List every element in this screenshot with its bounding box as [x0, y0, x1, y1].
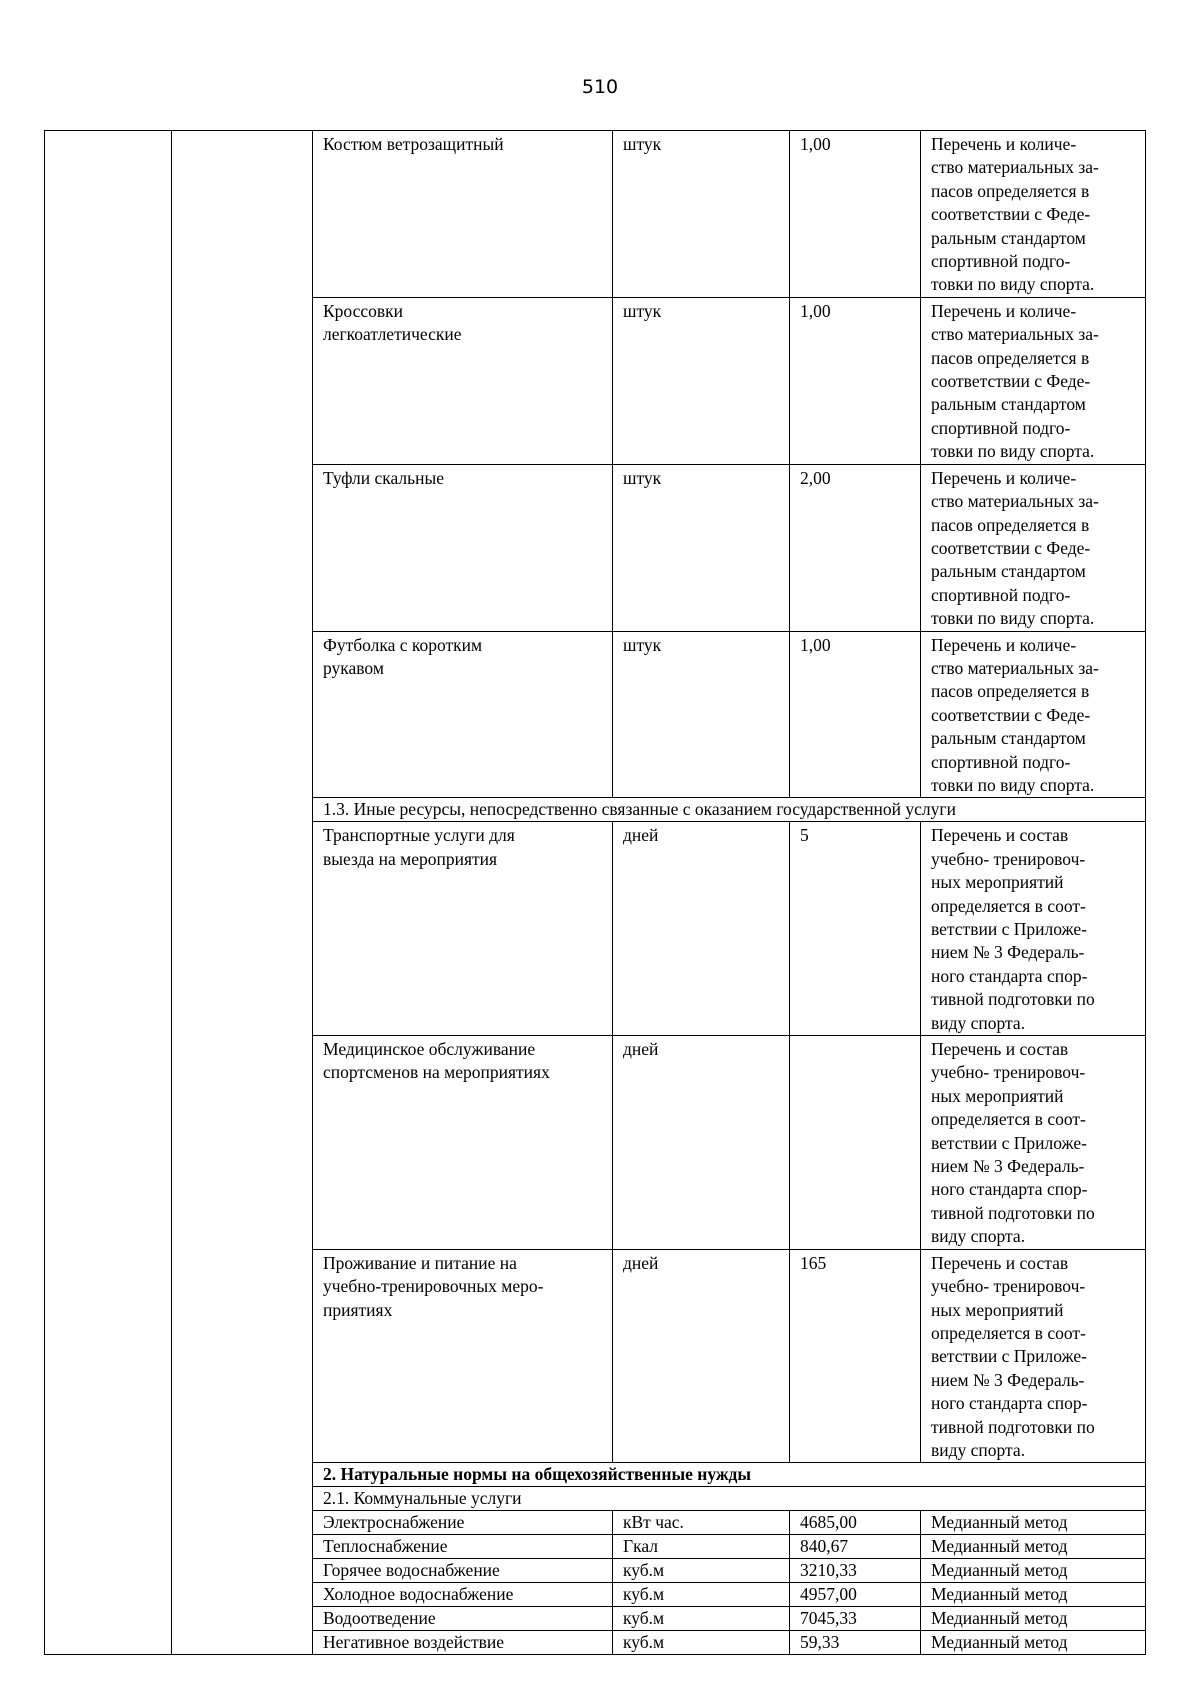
item-unit: штук	[613, 131, 790, 298]
item-name: Костюм ветрозащитный	[313, 131, 613, 298]
page-number: 510	[581, 76, 619, 98]
item-unit: дней	[613, 822, 790, 1036]
item-value: 5	[790, 822, 921, 1036]
item-name: Туфли скальные	[313, 464, 613, 631]
item-unit: дней	[613, 1249, 790, 1463]
table-row	[45, 131, 1146, 298]
item-note: Перечень и количе- ство материальных за- пасов определяется в соответствии с Феде- ральным стандартом спортивной подго- товки по виду спорта.	[921, 297, 1146, 464]
item-note: Перечень и состав учебно- тренировоч- ных мероприятий определяется в соот- ветствии с Приложе- нием № 3 Федераль- ного стандарта спор- тивной подготовки по виду спорта.	[921, 1249, 1146, 1463]
utility-value: 59,33	[790, 1631, 921, 1655]
item-note: Перечень и количе- ство материальных за- пасов определяется в соответствии с Феде- ральным стандартом спортивной подго- товки по виду спорта.	[921, 631, 1146, 798]
utility-name: Теплоснабжение	[313, 1535, 613, 1559]
utility-unit: кВт час.	[613, 1511, 790, 1535]
utility-name: Негативное воздействие	[313, 1631, 613, 1655]
item-note: Перечень и состав учебно- тренировоч- ных мероприятий определяется в соот- ветствии с Приложе- нием № 3 Федераль- ного стандарта спор- тивной подготовки по виду спорта.	[921, 822, 1146, 1036]
norms-table	[44, 130, 1146, 1655]
utility-value: 840,67	[790, 1535, 921, 1559]
item-unit: штук	[613, 297, 790, 464]
item-unit: штук	[613, 464, 790, 631]
utility-method: Медианный метод	[921, 1535, 1146, 1559]
subsection-heading: 2.1. Коммунальные услуги	[313, 1487, 1146, 1511]
item-note: Перечень и количе- ство материальных за- пасов определяется в соответствии с Феде- ральным стандартом спортивной подго- товки по виду спорта.	[921, 464, 1146, 631]
item-unit: штук	[613, 631, 790, 798]
utility-name: Электроснабжение	[313, 1511, 613, 1535]
item-value: 165	[790, 1249, 921, 1463]
utility-method: Медианный метод	[921, 1583, 1146, 1607]
item-value: 1,00	[790, 131, 921, 298]
utility-value: 3210,33	[790, 1559, 921, 1583]
utility-method: Медианный метод	[921, 1631, 1146, 1655]
item-value	[790, 1036, 921, 1250]
utility-method: Медианный метод	[921, 1559, 1146, 1583]
utility-name: Холодное водоснабжение	[313, 1583, 613, 1607]
utility-unit: Гкал	[613, 1535, 790, 1559]
utility-name: Горячее водоснабжение	[313, 1559, 613, 1583]
item-note: Перечень и количе- ство материальных за- пасов определяется в соответствии с Феде- ральным стандартом спортивной подго- товки по виду спорта.	[921, 131, 1146, 298]
item-name: Транспортные услуги для выезда на мероприятия	[313, 822, 613, 1036]
item-name: Футболка с коротким рукавом	[313, 631, 613, 798]
item-name: Медицинское обслуживание спортсменов на мероприятиях	[313, 1036, 613, 1250]
item-note: Перечень и состав учебно- тренировоч- ных мероприятий определяется в соот- ветствии с Приложе- нием № 3 Федераль- ного стандарта спор- тивной подготовки по виду спорта.	[921, 1036, 1146, 1250]
item-unit: дней	[613, 1036, 790, 1250]
section-heading: 1.3. Иные ресурсы, непосредственно связанные с оказанием государственной услуги	[313, 798, 1146, 822]
utility-unit: куб.м	[613, 1607, 790, 1631]
item-value: 1,00	[790, 297, 921, 464]
item-name: Проживание и питание на учебно-тренировочных меро- приятиях	[313, 1249, 613, 1463]
utility-value: 4957,00	[790, 1583, 921, 1607]
utility-value: 7045,33	[790, 1607, 921, 1631]
utility-value: 4685,00	[790, 1511, 921, 1535]
empty-column-1	[45, 131, 172, 1655]
empty-column-2	[172, 131, 313, 1655]
utility-unit: куб.м	[613, 1631, 790, 1655]
item-value: 1,00	[790, 631, 921, 798]
section-heading: 2. Натуральные нормы на общехозяйственные нужды	[313, 1463, 1146, 1487]
utility-unit: куб.м	[613, 1559, 790, 1583]
utility-method: Медианный метод	[921, 1511, 1146, 1535]
item-name: Кроссовки легкоатлетические	[313, 297, 613, 464]
utility-name: Водоотведение	[313, 1607, 613, 1631]
utility-method: Медианный метод	[921, 1607, 1146, 1631]
utility-unit: куб.м	[613, 1583, 790, 1607]
item-value: 2,00	[790, 464, 921, 631]
